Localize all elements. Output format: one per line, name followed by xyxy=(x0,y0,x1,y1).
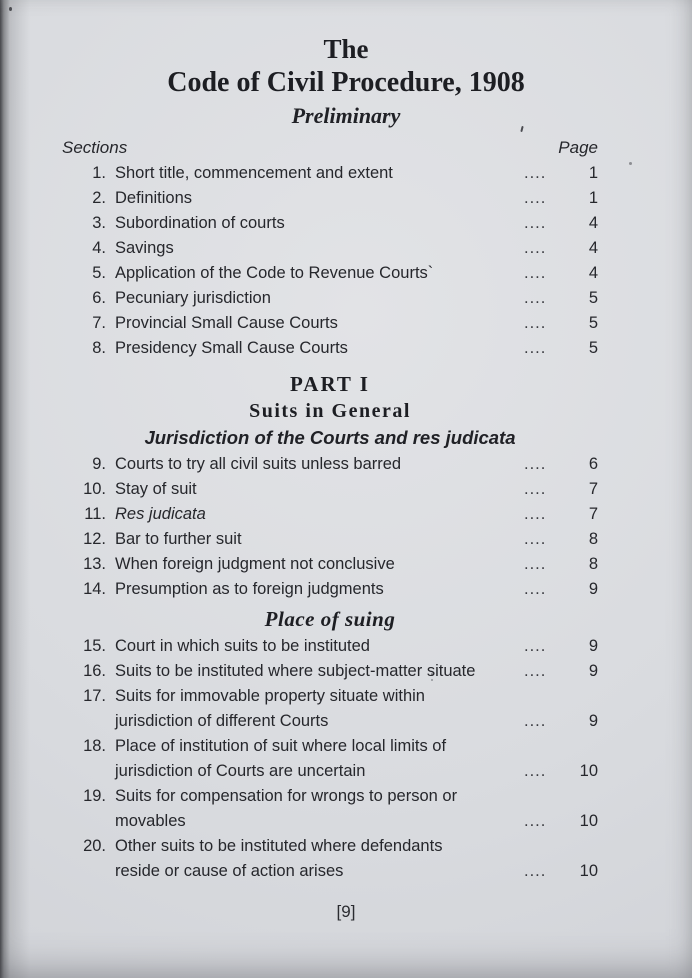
entry-page: 5 xyxy=(588,289,598,307)
entry-page: 4 xyxy=(588,264,598,282)
entry-page: 4 xyxy=(588,239,598,257)
entry-title: Suits to be instituted where subject-matter situate xyxy=(115,662,476,680)
entry-number: 6. xyxy=(92,289,106,307)
toc-entry xyxy=(62,477,598,502)
column-headers xyxy=(62,137,598,159)
dot-leader: .... xyxy=(524,530,547,548)
dot-leader: .... xyxy=(524,555,547,573)
dot-leader: .... xyxy=(524,480,547,498)
entry-number: 19. xyxy=(83,787,106,805)
toc-entry xyxy=(62,684,598,734)
entry-title xyxy=(115,834,524,884)
section-heading: Suits in General xyxy=(249,400,411,422)
toc-entry xyxy=(62,186,598,211)
toc-entry xyxy=(62,236,598,261)
entry-title xyxy=(115,684,524,734)
toc-entry xyxy=(62,286,598,311)
dot-leader: .... xyxy=(524,862,547,880)
subsection-heading: Jurisdiction of the Courts and res judicata xyxy=(144,427,516,448)
entry-title: Provincial Small Cause Courts xyxy=(115,314,338,332)
entry-page: 10 xyxy=(579,762,598,780)
entry-title-line1: Suits for compensation for wrongs to person or xyxy=(115,787,458,805)
entry-page: 10 xyxy=(579,812,598,830)
entry-title: Savings xyxy=(115,239,174,257)
toc-entry xyxy=(62,784,598,834)
entry-title-line1: Place of institution of suit where local limits of xyxy=(115,737,447,755)
dot-leader: .... xyxy=(524,189,547,207)
dot-leader: .... xyxy=(524,289,547,307)
toc-entry xyxy=(62,527,598,552)
entry-number: 9. xyxy=(92,455,106,473)
entry-number: 1. xyxy=(92,164,106,182)
entry-number: 10. xyxy=(83,480,106,498)
dot-leader: .... xyxy=(524,505,547,523)
entry-number: 13. xyxy=(83,555,106,573)
dot-leader: .... xyxy=(524,662,547,680)
entry-title: Application of the Code to Revenue Courts` xyxy=(115,264,434,282)
entry-title: Courts to try all civil suits unless barred xyxy=(115,455,402,473)
entry-title: Pecuniary jurisdiction xyxy=(115,289,271,307)
entry-page: 1 xyxy=(588,164,598,182)
toc-entry xyxy=(62,161,598,186)
entry-title: Subordination of courts xyxy=(115,214,285,232)
toc-entry xyxy=(62,834,598,884)
page-column-label: Page xyxy=(558,138,598,157)
dot-leader: .... xyxy=(524,580,547,598)
toc-entry xyxy=(62,734,598,784)
dot-leader: .... xyxy=(524,812,547,830)
entry-page: 7 xyxy=(588,505,598,523)
toc-entry xyxy=(62,311,598,336)
entry-number: 18. xyxy=(83,737,106,755)
entry-page: 9 xyxy=(588,712,598,730)
entry-number: 3. xyxy=(92,214,106,232)
part-heading: PART I xyxy=(290,372,370,396)
entry-number: 16. xyxy=(83,662,106,680)
dot-leader: .... xyxy=(524,264,547,282)
entry-page: 8 xyxy=(588,555,598,573)
entry-number: 12. xyxy=(83,530,106,548)
dot-leader: .... xyxy=(524,214,547,232)
book-title-line1: The xyxy=(323,34,369,64)
entry-number: 11. xyxy=(84,505,106,523)
entry-page: 1 xyxy=(588,189,598,207)
entry-title: Short title, commencement and extent xyxy=(115,164,393,182)
toc-entry xyxy=(62,659,598,684)
toc-entry xyxy=(62,452,598,477)
entry-title-line1: Other suits to be instituted where defendants xyxy=(115,837,443,855)
entry-page: 9 xyxy=(588,580,598,598)
entry-number: 17. xyxy=(83,687,106,705)
entry-page: 5 xyxy=(588,314,598,332)
preliminary-heading: Preliminary xyxy=(291,103,401,128)
entry-title: Bar to further suit xyxy=(115,530,242,548)
entry-title: Court in which suits to be instituted xyxy=(115,637,370,655)
dot-leader: .... xyxy=(524,455,547,473)
entry-number: 15. xyxy=(83,637,106,655)
entry-title: Stay of suit xyxy=(115,480,197,498)
entry-number: 7. xyxy=(92,314,106,332)
dot-leader: .... xyxy=(524,762,547,780)
entry-title: Presidency Small Cause Courts xyxy=(115,339,348,357)
toc-entry xyxy=(62,502,598,527)
entry-number: 2. xyxy=(92,189,106,207)
entry-title: Definitions xyxy=(115,189,193,207)
entry-number: 20. xyxy=(83,837,106,855)
dot-leader: .... xyxy=(524,712,547,730)
entry-title-line2: reside or cause of action arises xyxy=(115,862,344,880)
dot-leader: .... xyxy=(524,637,547,655)
toc-entry xyxy=(62,211,598,236)
toc-entry xyxy=(62,634,598,659)
folio-page-number: [9] xyxy=(336,902,356,921)
entry-page: 4 xyxy=(588,214,598,232)
entry-page: 10 xyxy=(579,862,598,880)
toc-entry xyxy=(62,261,598,286)
entry-title: Res judicata xyxy=(115,505,206,523)
subsection-heading: Place of suing xyxy=(264,607,396,631)
entry-page: 6 xyxy=(588,455,598,473)
table-of-contents xyxy=(62,161,598,884)
dot-leader: .... xyxy=(524,164,547,182)
entry-title-line2: movables xyxy=(115,812,186,830)
entry-number: 4. xyxy=(92,239,106,257)
entry-number: 14. xyxy=(83,580,106,598)
sections-column-label: Sections xyxy=(62,138,128,157)
entry-number: 8. xyxy=(92,339,106,357)
entry-page: 7 xyxy=(588,480,598,498)
entry-title: Presumption as to foreign judgments xyxy=(115,580,384,598)
entry-page: 9 xyxy=(588,637,598,655)
book-title-line2: Code of Civil Procedure, 1908 xyxy=(167,67,525,98)
entry-page: 5 xyxy=(588,339,598,357)
entry-title-line2: jurisdiction of Courts are uncertain xyxy=(115,762,366,780)
entry-page: 9 xyxy=(588,662,598,680)
entry-title-line2: jurisdiction of different Courts xyxy=(115,712,329,730)
dot-leader: .... xyxy=(524,239,547,257)
entry-title: When foreign judgment not conclusive xyxy=(115,555,395,573)
entry-title xyxy=(115,784,524,834)
dot-leader: .... xyxy=(524,339,547,357)
toc-entry xyxy=(62,577,598,602)
toc-entry xyxy=(62,336,598,361)
entry-page: 8 xyxy=(588,530,598,548)
entry-title-line1: Suits for immovable property situate within xyxy=(115,687,425,705)
dot-leader: .... xyxy=(524,314,547,332)
entry-title xyxy=(115,734,524,784)
toc-entry xyxy=(62,552,598,577)
entry-number: 5. xyxy=(92,264,106,282)
